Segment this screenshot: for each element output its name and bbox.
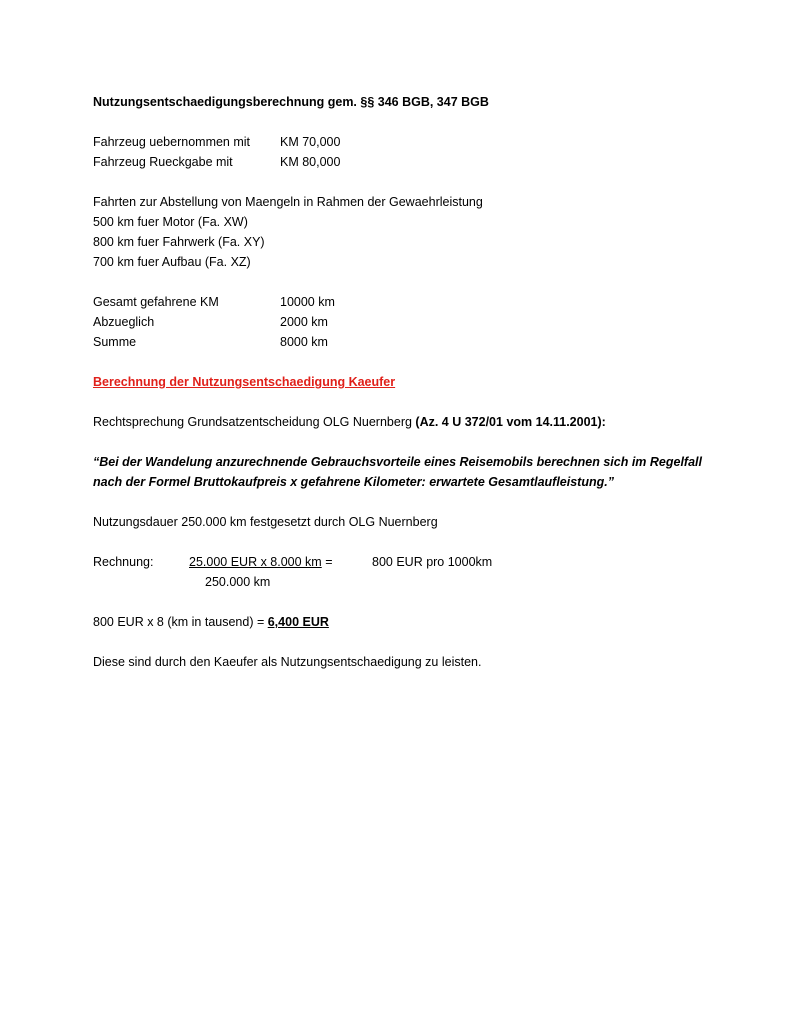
vehicle-row-label: Fahrzeug Rueckgabe mit (93, 155, 233, 169)
closing-text: Diese sind durch den Kaeufer als Nutzungsentschaedigung zu leisten. (93, 655, 482, 669)
repair-item: 800 km fuer Fahrwerk (Fa. XY) (93, 235, 265, 249)
repair-item: 700 km fuer Aufbau (Fa. XZ) (93, 255, 251, 269)
totals-row-value: 2000 km (280, 315, 328, 329)
totals-row-label: Gesamt gefahrene KM (93, 295, 219, 309)
ruling-reference: (Az. 4 U 372/01 vom 14.11.2001): (415, 415, 606, 429)
quote-line: nach der Formel Bruttokaufpreis x gefahrene Kilometer: erwartete Gesamtlaufleistung.” (93, 475, 614, 489)
section-heading: Berechnung der Nutzungsentschaedigung Kaeufer (93, 375, 396, 389)
calculation-label: Rechnung: (93, 555, 154, 569)
ruling-text: Rechtsprechung Grundsatzentscheidung OLG Nuernberg (93, 415, 416, 429)
vehicle-row-label: Fahrzeug uebernommen mit (93, 135, 251, 149)
calculation-denominator: 250.000 km (205, 575, 271, 589)
totals-row-label: Abzueglich (93, 315, 155, 329)
vehicle-row-value: KM 80,000 (280, 155, 341, 169)
document-title: Nutzungsentschaedigungsberechnung gem. §§ 346 BGB, 347 BGB (93, 95, 489, 109)
final-amount: 6,400 EUR (267, 615, 329, 629)
final-line (93, 614, 329, 630)
totals-row-label: Summe (93, 335, 137, 349)
final-prefix: 800 EUR x 8 (km in tausend) = (93, 615, 268, 629)
calculation-numerator-line (189, 554, 333, 570)
ruling-line (93, 414, 606, 430)
totals-row-value: 10000 km (280, 295, 335, 309)
calculation-numerator: 25.000 EUR x 8.000 km (189, 555, 322, 569)
usage-duration: Nutzungsdauer 250.000 km festgesetzt durch OLG Nuernberg (93, 515, 438, 529)
calculation-equals: = (321, 555, 333, 569)
vehicle-row-value: KM 70,000 (280, 135, 341, 149)
repair-item: 500 km fuer Motor (Fa. XW) (93, 215, 248, 229)
totals-row-value: 8000 km (280, 335, 328, 349)
calculation-result: 800 EUR pro 1000km (372, 555, 493, 569)
quote-line: “Bei der Wandelung anzurechnende Gebrauchsvorteile eines Reisemobils berechnen sich im Regelfall (93, 455, 702, 469)
repairs-heading: Fahrten zur Abstellung von Maengeln in Rahmen der Gewaehrleistung (93, 195, 483, 209)
